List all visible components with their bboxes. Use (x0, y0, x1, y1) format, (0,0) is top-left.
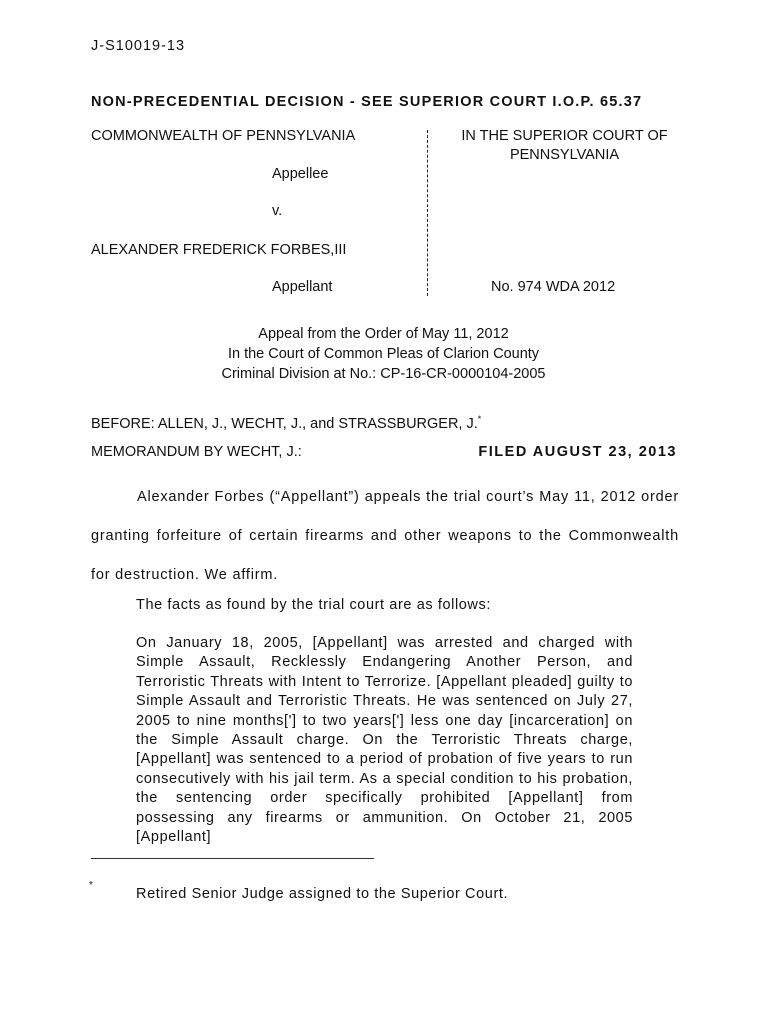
block-quote: On January 18, 2005, [Appellant] was arrested and charged with Simple Assault, Recklessly Endangering Another Person, and Terroristic Threats with Intent to Terrorize. [Appellant pleaded] guilty to Simple Assault and Terroristic Threats. He was sentenced on July 27, 2005 to nine months['] to two years['] less one day [incarceration] on the Simple Assault charge. On the Terroristic Threats charge, [Appellant] was sentenced to a period of probation of five years to run consecutively with his jail term. As a special condition to his probation, the sentencing order specifically prohibited [Appellant] from possessing any firearms or ammunition. On October 21, 2005 [Appellant] (136, 635, 633, 846)
panel-line (91, 414, 481, 432)
non-precedential-notice: NON-PRECEDENTIAL DECISION - SEE SUPERIOR COURT I.O.P. 65.37 (91, 94, 643, 110)
appeal-line-division: Criminal Division at No.: CP-16-CR-0000104-2005 (221, 366, 546, 382)
docket-number: J-S10019-13 (91, 38, 186, 54)
panel-footnote-mark: * (477, 414, 482, 424)
footnote-mark: * (89, 880, 93, 891)
opening-paragraph-text: Alexander Forbes (“Appellant”) appeals the trial court’s May 11, 2012 order granting forfeiture of certain firearms and other weapons to the Commonwealth for destruction. We affirm. (91, 489, 679, 583)
caption-appellant-party: ALEXANDER FREDERICK FORBES,III (91, 242, 347, 258)
opening-paragraph (91, 478, 679, 595)
footnote-text: Retired Senior Judge assigned to the Superior Court. (136, 886, 509, 902)
filed-date: FILED AUGUST 23, 2013 (478, 444, 677, 460)
footnote-rule (91, 858, 374, 859)
facts-intro: The facts as found by the trial court are as follows: (136, 597, 491, 613)
caption-appellee-party: COMMONWEALTH OF PENNSYLVANIA (91, 128, 356, 144)
caption-appellant-role: Appellant (272, 279, 333, 295)
panel-judges: BEFORE: ALLEN, J., WECHT, J., and STRASSBURGER, J. (91, 415, 478, 432)
memorandum-author: MEMORANDUM BY WECHT, J.: (91, 444, 302, 460)
appeal-info (91, 324, 676, 384)
caption-case-number: No. 974 WDA 2012 (491, 279, 616, 295)
appeal-line-court: In the Court of Common Pleas of Clarion County (227, 346, 540, 362)
caption-versus: v. (272, 203, 283, 219)
caption-appellee-role: Appellee (272, 166, 329, 182)
caption-court-name: IN THE SUPERIOR COURT OF PENNSYLVANIA (461, 128, 668, 163)
appeal-line-order: Appeal from the Order of May 11, 2012 (258, 326, 509, 342)
caption-divider (427, 130, 428, 296)
